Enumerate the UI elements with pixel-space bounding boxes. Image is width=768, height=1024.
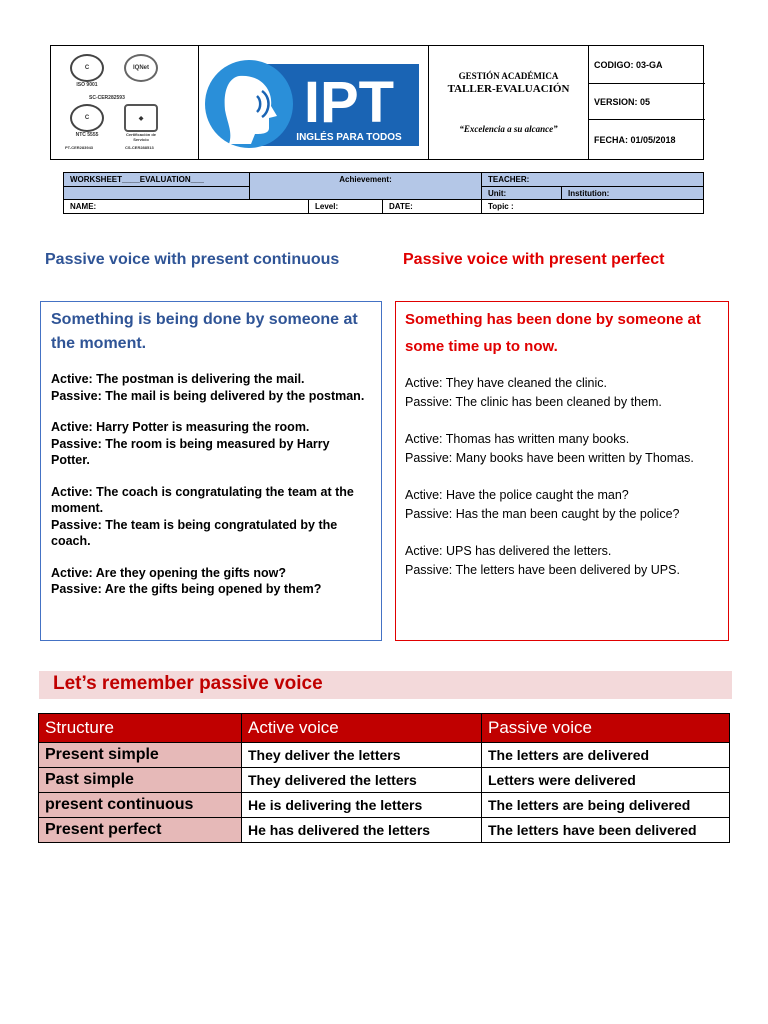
passive-cell: The letters have been delivered bbox=[482, 818, 730, 843]
document-codes-cell bbox=[589, 46, 705, 159]
example-3: Active: Have the police caught the man? Passive: Has the man been caught by the police? bbox=[405, 488, 680, 521]
column-header-passive: Passive voice bbox=[482, 714, 730, 743]
remember-banner bbox=[39, 671, 732, 699]
structure-cell: present continuous bbox=[39, 793, 242, 818]
motto: “Excelencia a su alcance” bbox=[459, 124, 558, 134]
service-certification-seal: ◆ Certificación de Servicio bbox=[119, 104, 163, 142]
achievement-field: Achievement: bbox=[250, 173, 482, 200]
example-1: Active: They have cleaned the clinic. Passive: The clinic has been cleaned by them. bbox=[405, 376, 662, 409]
table-header-row bbox=[39, 714, 730, 743]
worksheet-evaluation-field: WORKSHEET____EVALUATION___ bbox=[64, 173, 250, 187]
level-field: Level: bbox=[309, 200, 383, 213]
present-perfect-headline: Something has been done by someone at some time up to now. bbox=[405, 311, 701, 355]
date-field: DATE: bbox=[383, 200, 482, 213]
code-label: CODIGO: 03-GA bbox=[589, 46, 705, 84]
worksheet-info-table bbox=[63, 172, 704, 214]
seal-code-1: SC-CER282593 bbox=[89, 95, 125, 101]
right-section-title: Passive voice with present perfect bbox=[403, 251, 665, 268]
remember-title: Let’s remember passive voice bbox=[53, 673, 323, 694]
passive-cell: The letters are being delivered bbox=[482, 793, 730, 818]
table-row bbox=[39, 768, 730, 793]
logo-tagline: INGLÉS PARA TODOS bbox=[296, 132, 402, 143]
table-row bbox=[39, 743, 730, 768]
table-row bbox=[39, 818, 730, 843]
worksheet-blank bbox=[64, 187, 250, 200]
ntc-5555-seal: C NTC 5555 bbox=[65, 104, 109, 142]
present-continuous-headline: Something is being done by someone at the moment. bbox=[51, 311, 358, 352]
structure-cell: Present simple bbox=[39, 743, 242, 768]
iso-9001-seal: C ISO 9001 bbox=[65, 54, 109, 92]
date-label: FECHA: 01/05/2018 bbox=[594, 134, 676, 145]
passive-cell: Letters were delivered bbox=[482, 768, 730, 793]
present-continuous-box bbox=[40, 301, 382, 641]
iqnet-seal: IQNet bbox=[119, 54, 163, 92]
left-section-title: Passive voice with present continuous bbox=[45, 251, 340, 268]
column-header-active: Active voice bbox=[242, 714, 482, 743]
certifications-cell bbox=[51, 46, 199, 159]
management-label: GESTIÓN ACADÉMICA bbox=[458, 71, 559, 81]
passive-cell: The letters are delivered bbox=[482, 743, 730, 768]
column-header-structure: Structure bbox=[39, 714, 242, 743]
logo-text: IPT bbox=[303, 70, 395, 135]
passive-voice-table bbox=[38, 713, 730, 843]
example-4: Active: Are they opening the gifts now? Passive: Are the gifts being opened by them? bbox=[51, 565, 322, 596]
active-cell: They delivered the letters bbox=[242, 768, 482, 793]
management-cell bbox=[429, 46, 589, 159]
present-perfect-box bbox=[395, 301, 729, 641]
form-title: TALLER-EVALUACIÓN bbox=[447, 83, 570, 95]
unit-field: Unit: bbox=[482, 187, 562, 200]
structure-cell: Past simple bbox=[39, 768, 242, 793]
ipt-logo bbox=[199, 46, 429, 159]
document-header bbox=[50, 45, 704, 160]
institution-field: Institution: bbox=[562, 187, 703, 200]
seal-code-4: CS-CER288513 bbox=[125, 145, 154, 150]
active-cell: He is delivering the letters bbox=[242, 793, 482, 818]
active-cell: They deliver the letters bbox=[242, 743, 482, 768]
teacher-field: TEACHER: bbox=[482, 173, 703, 187]
table-row bbox=[39, 793, 730, 818]
example-2: Active: Harry Potter is measuring the room. Passive: The room is being measured by Harry Potter. bbox=[51, 420, 330, 467]
structure-cell: Present perfect bbox=[39, 818, 242, 843]
version-label: VERSION: 05 bbox=[589, 84, 705, 120]
example-4: Active: UPS has delivered the letters. Passive: The letters have been delivered by UPS. bbox=[405, 544, 680, 577]
seal-code-3: PT-CER283943 bbox=[65, 145, 94, 150]
example-3: Active: The coach is congratulating the team at the moment. Passive: The team is being congratulated by the coach. bbox=[51, 484, 354, 548]
active-cell: He has delivered the letters bbox=[242, 818, 482, 843]
example-1: Active: The postman is delivering the mail. Passive: The mail is being delivered by the postman. bbox=[51, 372, 365, 403]
topic-field: Topic : bbox=[488, 202, 514, 211]
ipt-logo-cell bbox=[199, 46, 429, 159]
example-2: Active: Thomas has written many books. Passive: Many books have been written by Thomas. bbox=[405, 432, 694, 465]
name-field: NAME: bbox=[64, 200, 309, 213]
